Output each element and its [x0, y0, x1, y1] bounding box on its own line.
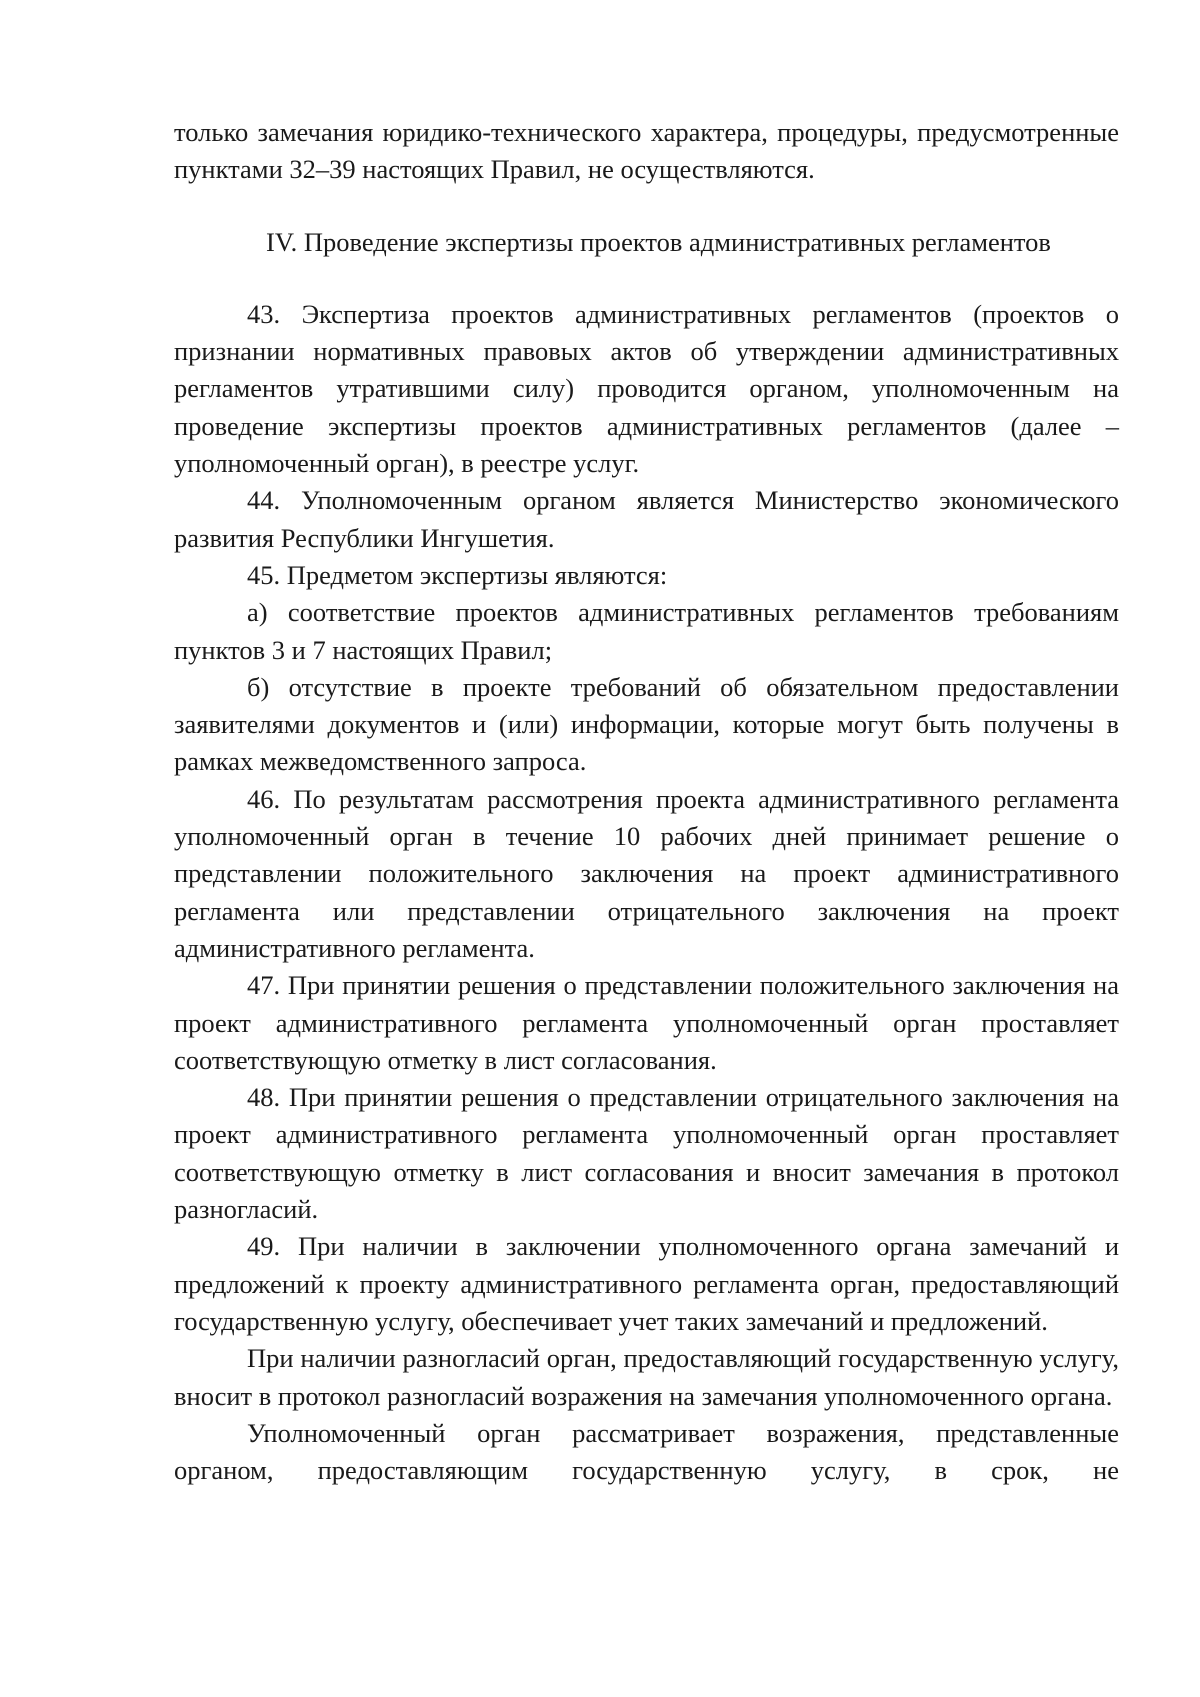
document-body	[174, 114, 1119, 1489]
paragraph-48: 48. При принятии решения о представлении отрицательного заключения на проект административного регламента уполномоченный орган проставляет соответствующую отметку в лист согласования и вносит замечания в протокол разногласий.	[174, 1082, 1119, 1225]
paragraph-45: 45. Предметом экспертизы являются:	[247, 559, 668, 590]
paragraph-46: 46. По результатам рассмотрения проекта административного регламента уполномоченный орган в течение 10 рабочих дней принимает решение о представлении положительного заключения на проект административного регламента или представлении отрицательного заключения на проект административного регламента.	[174, 783, 1119, 963]
paragraph-45-a: а) соответствие проектов административных регламентов требованиям пунктов 3 и 7 настоящих Правил;	[174, 597, 1119, 665]
paragraph-49-disagreements: При наличии разногласий орган, предоставляющий государственную услугу, вносит в протокол разногласий возражения на замечания уполномоченного органа.	[174, 1343, 1119, 1411]
paragraph-45-b: б) отсутствие в проекте требований об обязательном предоставлении заявителями документов и (или) информации, которые могут быть получены в рамках межведомственного запроса.	[174, 671, 1119, 777]
paragraph-43: 43. Экспертиза проектов административных регламентов (проектов о признании нормативных правовых актов об утверждении административных регламентов утратившими силу) проводится органом, уполномоченным на проведение экспертизы проектов административных регламентов (далее – уполномоченный орган), в реестре услуг.	[174, 298, 1119, 479]
paragraph-continuation: только замечания юридико-технического характера, процедуры, предусмотренные пунктами 32–39 настоящих Правил, не осуществляются.	[174, 117, 1119, 185]
paragraph-47: 47. При принятии решения о представлении положительного заключения на проект административного регламента уполномоченный орган проставляет соответствующую отметку в лист согласования.	[174, 970, 1119, 1075]
section-heading: IV. Проведение экспертизы проектов административных регламентов	[266, 226, 1051, 257]
paragraph-44: 44. Уполномоченным органом является Министерство экономического развития Республики Ингушетия.	[174, 485, 1119, 553]
paragraph-49-review: Уполномоченный орган рассматривает возражения, представленные органом, предоставляющим государственную услугу, в срок, не	[174, 1417, 1119, 1486]
paragraph-49: 49. При наличии в заключении уполномоченного органа замечаний и предложений к проекту административного регламента орган, предоставляющий государственную услугу, обеспечивает учет таких замечаний и предложений.	[174, 1231, 1119, 1336]
